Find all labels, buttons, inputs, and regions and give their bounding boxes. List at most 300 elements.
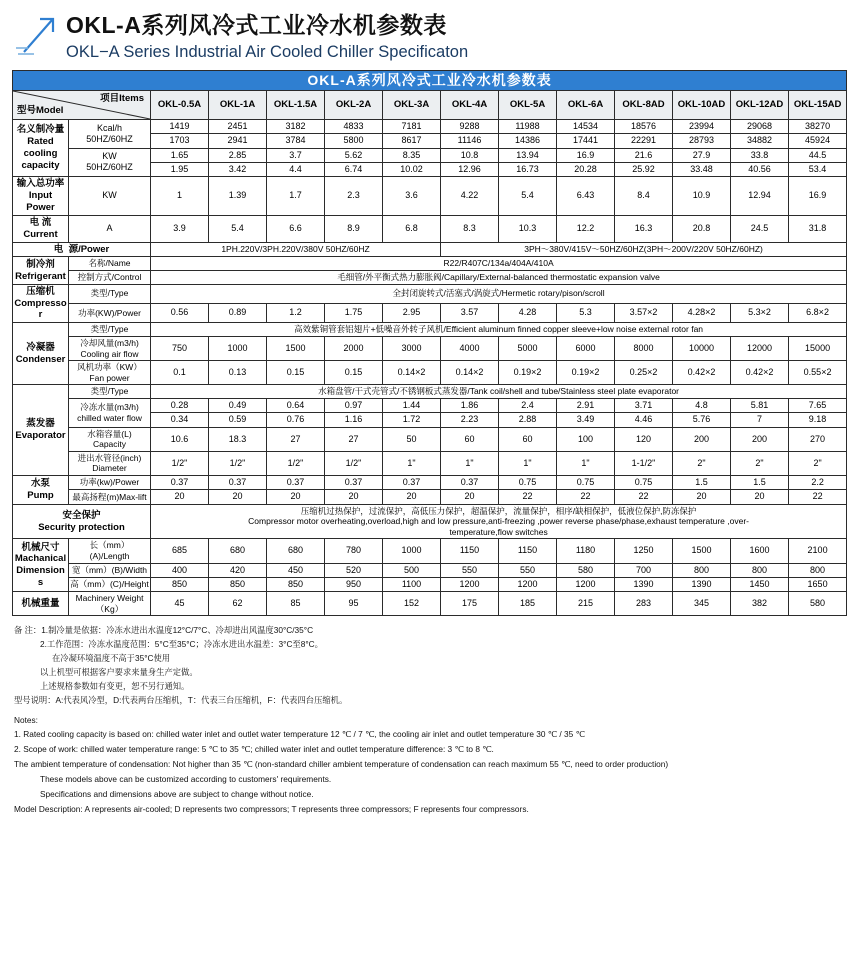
data-cell: 62 <box>209 592 267 616</box>
compressor-power-label: 功率(KW)/Power <box>69 303 151 323</box>
notes-spacer <box>14 708 776 712</box>
data-cell: 3.6 <box>383 177 441 216</box>
data-cell: 16.9 <box>557 148 615 162</box>
data-cell: 1/2" <box>325 451 383 475</box>
table-row <box>13 271 847 285</box>
data-cell: 14386 <box>499 134 557 148</box>
data-cell: 27 <box>267 427 325 451</box>
data-cell: 16.3 <box>615 215 673 242</box>
unit-line: KW <box>102 151 117 162</box>
data-cell: 0.15 <box>267 361 325 385</box>
power-supply-right-value: 3PH～380V/415V～50HZ/60HZ(3PH～200V/220V 50HZ/60HZ) <box>441 242 847 257</box>
data-cell: 780 <box>325 539 383 563</box>
page-title-cn: OKL-A系列风冷式工业冷水机参数表 <box>66 12 447 38</box>
unit-cell-kcal <box>69 120 151 149</box>
data-cell: 283 <box>615 592 673 616</box>
data-cell: 0.89 <box>209 303 267 323</box>
data-cell: 200 <box>673 427 731 451</box>
data-cell: 1390 <box>615 577 673 591</box>
data-cell: 15000 <box>789 336 847 360</box>
pump-power-label: 功率(kw)/Power <box>69 476 151 490</box>
label-line: chilled water flow <box>77 412 142 423</box>
data-cell: 33.8 <box>731 148 789 162</box>
data-cell: 7 <box>731 413 789 427</box>
data-cell: 1 <box>151 177 209 216</box>
data-cell: 5.4 <box>209 215 267 242</box>
data-cell: 5800 <box>325 134 383 148</box>
label-line: Diameter <box>92 463 127 474</box>
label-line: Condenser <box>15 353 66 365</box>
data-cell: 1.44 <box>383 399 441 413</box>
data-cell: 120 <box>615 427 673 451</box>
data-cell: 20.8 <box>673 215 731 242</box>
table-row <box>13 399 847 413</box>
data-cell: 3.42 <box>209 162 267 176</box>
data-cell: 520 <box>325 563 383 577</box>
label-line: 进出水管径(inch) <box>77 452 142 463</box>
corner-model-label: 型号Model <box>17 105 64 117</box>
data-cell: 215 <box>557 592 615 616</box>
model-header-cell: OKL-3A <box>383 91 441 120</box>
data-cell: 8.3 <box>441 215 499 242</box>
data-cell: 60 <box>499 427 557 451</box>
label-line: 水箱容量(L) <box>87 428 132 439</box>
data-cell: 800 <box>673 563 731 577</box>
row-label-cooling-capacity <box>13 120 69 177</box>
data-cell: 2.88 <box>499 413 557 427</box>
data-cell: 1.72 <box>383 413 441 427</box>
data-cell: 1-1/2" <box>615 451 673 475</box>
unit-line: Kcal/h <box>96 122 122 133</box>
row-label-compressor <box>13 284 69 323</box>
table-row <box>13 592 847 616</box>
data-cell: 7181 <box>383 120 441 134</box>
data-cell: 1" <box>383 451 441 475</box>
data-cell: 25.92 <box>615 162 673 176</box>
data-cell: 1.7 <box>267 177 325 216</box>
data-cell: 0.42×2 <box>673 361 731 385</box>
data-cell: 1250 <box>615 539 673 563</box>
data-cell: 12000 <box>731 336 789 360</box>
data-cell: 1600 <box>731 539 789 563</box>
data-cell: 23994 <box>673 120 731 134</box>
data-cell: 20 <box>673 490 731 504</box>
data-cell: 680 <box>209 539 267 563</box>
data-cell: 685 <box>151 539 209 563</box>
data-cell: 0.37 <box>383 476 441 490</box>
compressor-type-value: 全封闭旋转式/活塞式/涡旋式/Hermetic rotary/pison/scroll <box>151 284 847 303</box>
label-line: 电 流 <box>29 216 52 228</box>
data-cell: 5000 <box>499 336 557 360</box>
band-title: OKL-A系列风冷式工业冷水机参数表 <box>13 70 847 91</box>
table-row <box>13 323 847 337</box>
data-cell: 0.28 <box>151 399 209 413</box>
data-cell: 1500 <box>267 336 325 360</box>
evaporator-type-value: 水箱盘管/干式壳管式/不锈钢板式蒸发器/Tank coil/shell and tube/Stainless steel plate evaporator <box>151 385 847 399</box>
unit-cell: KW <box>69 177 151 216</box>
table-row <box>13 242 847 257</box>
label-line: Fan power <box>89 372 130 383</box>
data-cell: 1.75 <box>325 303 383 323</box>
data-cell: 0.1 <box>151 361 209 385</box>
data-cell: 850 <box>151 577 209 591</box>
unit-cell: A <box>69 215 151 242</box>
data-cell: 10000 <box>673 336 731 360</box>
data-cell: 5.62 <box>325 148 383 162</box>
note-cn-4: 以上机型可根据客户要求来量身生产定做。 <box>40 667 198 678</box>
data-cell: 20 <box>151 490 209 504</box>
table-row <box>13 303 847 323</box>
data-cell: 152 <box>383 592 441 616</box>
dimensions-length-label: 长（mm）(A)/Length <box>69 539 151 563</box>
model-header-cell: OKL-1.5A <box>267 91 325 120</box>
data-cell: 2451 <box>209 120 267 134</box>
data-cell: 16.73 <box>499 162 557 176</box>
data-cell: 2.2 <box>789 476 847 490</box>
data-cell: 12.2 <box>557 215 615 242</box>
data-cell: 29068 <box>731 120 789 134</box>
data-cell: 1180 <box>557 539 615 563</box>
refrigerant-name-value: R22/R407C/134a/404A/410A <box>151 257 847 271</box>
data-cell: 5.81 <box>731 399 789 413</box>
data-cell: 1" <box>441 451 499 475</box>
data-cell: 60 <box>441 427 499 451</box>
data-cell: 1000 <box>209 336 267 360</box>
label-line: Evaporator <box>15 430 66 442</box>
data-cell: 45 <box>151 592 209 616</box>
data-cell: 3.7 <box>267 148 325 162</box>
data-cell: 0.55×2 <box>789 361 847 385</box>
data-cell: 3784 <box>267 134 325 148</box>
data-cell: 2.85 <box>209 148 267 162</box>
data-cell: 0.14×2 <box>441 361 499 385</box>
table-row <box>13 120 847 134</box>
row-label-current <box>13 215 69 242</box>
row-label-weight <box>13 592 69 616</box>
data-cell: 22 <box>615 490 673 504</box>
note-cn-5: 上述规格参数如有变更，恕不另行通知。 <box>40 680 190 691</box>
data-cell: 0.75 <box>499 476 557 490</box>
data-cell: 0.37 <box>209 476 267 490</box>
data-cell: 500 <box>383 563 441 577</box>
table-row <box>13 451 847 475</box>
data-cell: 8000 <box>615 336 673 360</box>
label-line: Input Power <box>26 190 55 213</box>
label-line: 冷却风量(m3/h) <box>80 337 139 348</box>
data-cell: 700 <box>615 563 673 577</box>
table-row <box>13 257 847 271</box>
data-cell: 0.59 <box>209 413 267 427</box>
data-cell: 185 <box>499 592 557 616</box>
model-header-cell: OKL-12AD <box>731 91 789 120</box>
data-cell: 2.95 <box>383 303 441 323</box>
data-cell: 1.39 <box>209 177 267 216</box>
spec-table-wrap <box>0 70 842 617</box>
data-cell: 6.8 <box>383 215 441 242</box>
note-en-head: Notes: <box>14 714 38 725</box>
data-cell: 45924 <box>789 134 847 148</box>
data-cell: 1150 <box>499 539 557 563</box>
data-cell: 34882 <box>731 134 789 148</box>
data-cell: 0.75 <box>615 476 673 490</box>
data-cell: 4000 <box>441 336 499 360</box>
title-block <box>66 12 468 64</box>
data-cell: 2.91 <box>557 399 615 413</box>
label-line: cooling <box>23 148 58 160</box>
security-protection-text <box>151 504 847 539</box>
data-cell: 17441 <box>557 134 615 148</box>
table-row <box>13 361 847 385</box>
evaporator-diameter-label <box>69 451 151 475</box>
data-cell: 345 <box>673 592 731 616</box>
model-header-cell: OKL-2A <box>325 91 383 120</box>
label-line: 机械尺寸 <box>21 541 60 553</box>
data-cell: 0.75 <box>557 476 615 490</box>
data-cell: 0.13 <box>209 361 267 385</box>
data-cell: 1/2" <box>267 451 325 475</box>
label-line: Dimensions <box>16 565 65 589</box>
table-row <box>13 539 847 563</box>
label-line: 水泵 <box>30 477 50 489</box>
data-cell: 0.37 <box>441 476 499 490</box>
spec-table <box>12 70 847 617</box>
model-header-cell: OKL-15AD <box>789 91 847 120</box>
data-cell: 11988 <box>499 120 557 134</box>
refrigerant-control-value: 毛细管/外平衡式热力膨胀阀/Capillary/External-balanced thermostatic expansion valve <box>151 271 847 285</box>
data-cell: 95 <box>325 592 383 616</box>
data-cell: 0.76 <box>267 413 325 427</box>
data-cell: 1650 <box>789 577 847 591</box>
row-label-dimensions <box>13 539 69 592</box>
label-line: 源/Power <box>68 243 110 255</box>
label-line: Current <box>23 228 58 240</box>
data-cell: 0.64 <box>267 399 325 413</box>
data-cell: 2.4 <box>499 399 557 413</box>
row-label-condenser <box>13 323 69 385</box>
data-cell: 1200 <box>557 577 615 591</box>
data-cell: 20 <box>209 490 267 504</box>
data-cell: 40.56 <box>731 162 789 176</box>
pump-maxlift-label: 最高扬程(m)Max-lift <box>69 490 151 504</box>
data-cell: 2100 <box>789 539 847 563</box>
table-row <box>13 490 847 504</box>
data-cell: 1.86 <box>441 399 499 413</box>
data-cell: 450 <box>267 563 325 577</box>
data-cell: 6000 <box>557 336 615 360</box>
data-cell: 6.8×2 <box>789 303 847 323</box>
table-row <box>13 427 847 451</box>
label-line: Machanical <box>14 553 67 565</box>
data-cell: 1419 <box>151 120 209 134</box>
data-cell: 1200 <box>441 577 499 591</box>
power-supply-left-value: 1PH.220V/3PH.220V/380V 50HZ/60HZ <box>151 242 441 257</box>
row-label-power-supply <box>13 242 151 257</box>
data-cell: 4.22 <box>441 177 499 216</box>
data-cell: 850 <box>267 577 325 591</box>
page-header <box>0 0 790 70</box>
data-cell: 85 <box>267 592 325 616</box>
model-header-cell: OKL-1A <box>209 91 267 120</box>
data-cell: 14534 <box>557 120 615 134</box>
data-cell: 10.9 <box>673 177 731 216</box>
table-row <box>13 177 847 216</box>
data-cell: 2941 <box>209 134 267 148</box>
security-text-cn: 压缩机过热保护，过流保护，高低压力保护，超温保护，流量保护，相序/缺相保护，低液位保护,防冻保护 <box>300 505 697 516</box>
data-cell: 5.4 <box>499 177 557 216</box>
data-cell: 4.8 <box>673 399 731 413</box>
data-cell: 6.74 <box>325 162 383 176</box>
table-row <box>13 215 847 242</box>
data-cell: 3.57 <box>441 303 499 323</box>
data-cell: 24.5 <box>731 215 789 242</box>
table-row <box>13 336 847 360</box>
label-line: 风机功率（KW） <box>77 362 142 373</box>
data-cell: 1.16 <box>325 413 383 427</box>
refrigerant-control-label: 控制方式/Control <box>69 271 151 285</box>
label-line: Cooling air flow <box>80 348 139 359</box>
data-cell: 1100 <box>383 577 441 591</box>
security-text-en-1: Compressor motor overheating,overload,high and low pressure,anti-freezing ,power reverse phase/phase,exhaust temperature ,over- <box>248 516 749 527</box>
data-cell: 7.65 <box>789 399 847 413</box>
data-cell: 950 <box>325 577 383 591</box>
label-line: 名义制冷量 <box>16 124 65 136</box>
arrow-logo-icon <box>14 12 60 58</box>
label-line: capacity <box>21 160 60 172</box>
data-cell: 3182 <box>267 120 325 134</box>
data-cell: 1450 <box>731 577 789 591</box>
unit-cell-kw <box>69 148 151 177</box>
data-cell: 550 <box>499 563 557 577</box>
data-cell: 270 <box>789 427 847 451</box>
model-header-cell: OKL-4A <box>441 91 499 120</box>
data-cell: 20 <box>325 490 383 504</box>
note-cn-1: 备 注：1.制冷量是依据：冷冻水进出水温度12°C/7°C、冷却进出风温度30°C/35°C <box>14 625 314 636</box>
corner-header-cell <box>13 91 151 120</box>
refrigerant-name-label: 名称/Name <box>69 257 151 271</box>
model-header-cell: OKL-6A <box>557 91 615 120</box>
data-cell: 420 <box>209 563 267 577</box>
note-en-6: Model Description: A represents air-cooled; D represents two compressors; T represents three compressors; F represents four compressors. <box>14 803 529 814</box>
data-cell: 20 <box>441 490 499 504</box>
condenser-airflow-label <box>69 336 151 360</box>
note-cn-2: 2.工作范围：冷冻水温度范围：5°C至35°C；冷冻水进出水温差：3°C至8°C。 <box>40 639 323 650</box>
data-cell: 850 <box>209 577 267 591</box>
data-cell: 800 <box>789 563 847 577</box>
data-cell: 22 <box>499 490 557 504</box>
label-line: 压缩机 <box>26 285 55 297</box>
note-en-2: 2. Scope of work: chilled water temperature range: 5 ℃ to 35 ℃; chilled water inlet and outlet temperature difference: 3 ℃ to 8 ℃. <box>14 744 494 755</box>
page-title-en: OKL−A Series Industrial Air Cooled Chiller Specificaton <box>66 43 469 62</box>
notes-section <box>0 616 790 829</box>
data-cell: 8617 <box>383 134 441 148</box>
data-cell: 2.23 <box>441 413 499 427</box>
data-cell: 580 <box>789 592 847 616</box>
data-cell: 2" <box>673 451 731 475</box>
data-cell: 8.35 <box>383 148 441 162</box>
evaporator-capacity-label <box>69 427 151 451</box>
data-cell: 200 <box>731 427 789 451</box>
label-line: Rated <box>27 136 54 148</box>
data-cell: 2.3 <box>325 177 383 216</box>
data-cell: 31.8 <box>789 215 847 242</box>
unit-line: 50HZ/60HZ <box>86 162 133 173</box>
label-line: Refrigerant <box>15 270 66 282</box>
row-label-security-protection <box>13 504 151 539</box>
data-cell: 4.4 <box>267 162 325 176</box>
data-cell: 20 <box>383 490 441 504</box>
data-cell: 6.43 <box>557 177 615 216</box>
label-line: Pump <box>27 489 54 501</box>
model-header-cell: OKL-8AD <box>615 91 673 120</box>
data-cell: 3.71 <box>615 399 673 413</box>
weight-unit-label <box>69 592 151 616</box>
data-cell: 1.95 <box>151 162 209 176</box>
data-cell: 5.76 <box>673 413 731 427</box>
data-cell: 18.3 <box>209 427 267 451</box>
condenser-fanpower-label <box>69 361 151 385</box>
evaporator-waterflow-label <box>69 399 151 428</box>
data-cell: 1.5 <box>673 476 731 490</box>
table-row <box>13 563 847 577</box>
label-line: （Kg） <box>95 603 124 614</box>
data-cell: 33.48 <box>673 162 731 176</box>
data-cell: 0.56 <box>151 303 209 323</box>
data-cell: 1.2 <box>267 303 325 323</box>
data-cell: 100 <box>557 427 615 451</box>
row-label-evaporator <box>13 385 69 476</box>
note-cn-3: 在冷凝环境温度不高于35°C使用 <box>52 653 171 664</box>
data-cell: 2" <box>731 451 789 475</box>
data-cell: 10.6 <box>151 427 209 451</box>
data-cell: 0.19×2 <box>557 361 615 385</box>
data-cell: 0.37 <box>267 476 325 490</box>
data-cell: 400 <box>151 563 209 577</box>
data-cell: 4.28×2 <box>673 303 731 323</box>
data-cell: 550 <box>441 563 499 577</box>
data-cell: 1703 <box>151 134 209 148</box>
data-cell: 1" <box>499 451 557 475</box>
data-cell: 5.3 <box>557 303 615 323</box>
data-cell: 1150 <box>441 539 499 563</box>
label-line: 电 <box>53 243 64 255</box>
data-cell: 2000 <box>325 336 383 360</box>
data-cell: 12.96 <box>441 162 499 176</box>
data-cell: 20 <box>731 490 789 504</box>
data-cell: 10.8 <box>441 148 499 162</box>
row-label-input-power <box>13 177 69 216</box>
dimensions-height-label: 高（mm）(C)/Height <box>69 577 151 591</box>
label-line: 制冷剂 <box>26 258 55 270</box>
data-cell: 3.9 <box>151 215 209 242</box>
data-cell: 22 <box>789 490 847 504</box>
note-en-3: The ambient temperature of condensation: Not higher than 35 ℃ (non-standard chiller ambient temperature of condensation can reach maximum 55 ℃, need to order production) <box>14 759 669 770</box>
data-cell: 16.9 <box>789 177 847 216</box>
label-line: 蒸发器 <box>26 418 55 430</box>
note-cn-6: 型号说明：A:代表风冷型，D:代表两台压缩机，T：代表三台压缩机，F：代表四台压缩机。 <box>14 694 348 705</box>
data-cell: 382 <box>731 592 789 616</box>
data-cell: 1" <box>557 451 615 475</box>
security-text-en-2: temperature,flow switches <box>449 526 548 537</box>
data-cell: 0.15 <box>325 361 383 385</box>
data-cell: 22 <box>557 490 615 504</box>
data-cell: 9288 <box>441 120 499 134</box>
data-cell: 18576 <box>615 120 673 134</box>
data-cell: 44.5 <box>789 148 847 162</box>
data-cell: 800 <box>731 563 789 577</box>
data-cell: 4833 <box>325 120 383 134</box>
data-cell: 1200 <box>499 577 557 591</box>
data-cell: 6.6 <box>267 215 325 242</box>
